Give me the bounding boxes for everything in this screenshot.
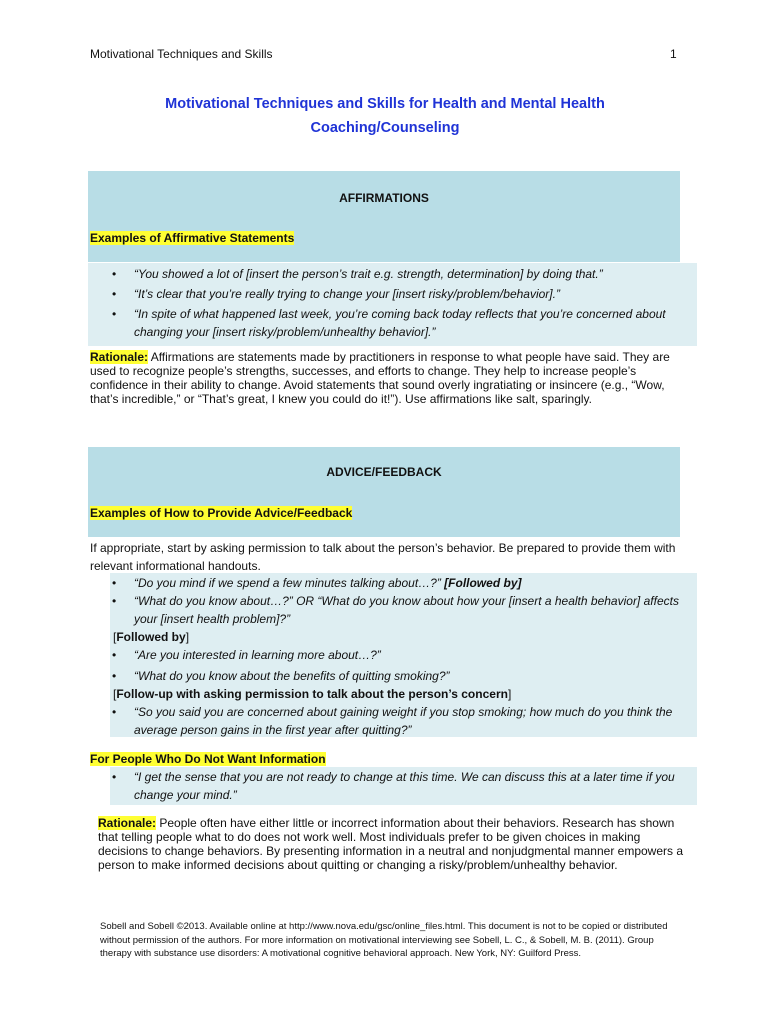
bracket-close: ] — [507, 687, 512, 701]
rationale-label: Rationale: — [90, 350, 149, 364]
no-information-heading: For People Who Do Not Want Information — [90, 752, 326, 766]
affirmations-band — [88, 171, 680, 262]
list-item: • “In spite of what happened last week, you’re coming back today reflects that you’re concerned about changing your [insert risky/problem/unhealthy behavior].” — [88, 305, 697, 341]
advice-bullet-list-3 — [88, 703, 697, 739]
bullet-text: “Do you mind if we spend a few minutes talking about…?” — [134, 576, 445, 590]
list-item: • “So you said you are concerned about gaining weight if you stop smoking; how much do you think the average person gains in the first year after quitting?” — [88, 703, 697, 739]
list-item: • “It’s clear that you’re really trying to change your [insert risky/problem/behavior].” — [88, 285, 697, 303]
list-item: • “You showed a lot of [insert the person’s trait e.g. strength, determination] by doing that.” — [88, 265, 697, 283]
rationale-label: Rationale: — [98, 816, 157, 830]
advice-band — [88, 447, 680, 537]
advice-heading: ADVICE/FEEDBACK — [326, 465, 442, 479]
advice-subheading: Examples of How to Provide Advice/Feedback — [90, 506, 353, 520]
affirmations-rationale — [90, 350, 682, 406]
document-title — [90, 92, 680, 140]
running-head: Motivational Techniques and Skills — [90, 47, 273, 61]
list-item: • “What do you know about…?” OR “What do you know about how your [insert a health behavior] affects your [insert health problem]?” — [88, 592, 697, 628]
bracket-open: [ — [113, 687, 117, 701]
list-item — [88, 574, 697, 592]
title-line-1: Motivational Techniques and Skills for Health and Mental Health — [165, 96, 605, 112]
rationale-text: People often have either little or incorrect information about their behaviors. Research has shown that telling people what to do does not work well. Most individuals prefer to be given choices in making decisions to change behaviors. By presenting information in a neutral and nonjudgmental manner empowers a person to make informed decisions about quitting or changing a risky/problem/unhealthy behavior. — [98, 816, 684, 872]
affirmations-subheading: Examples of Affirmative Statements — [90, 231, 295, 245]
affirmations-examples-box — [88, 263, 697, 346]
no-information-list-wrap — [88, 768, 697, 804]
bracket-close: ] — [185, 630, 190, 644]
advice-bullet-list-1 — [88, 574, 697, 628]
page-number: 1 — [670, 47, 677, 61]
followed-by-note — [88, 628, 697, 646]
list-item: • “I get the sense that you are not ready to change at this time. We can discuss this at a later time if you change your mind.” — [88, 768, 697, 804]
advice-bullet-list-2 — [88, 646, 697, 685]
list-item: • “Are you interested in learning more about…?” — [88, 646, 697, 664]
bracket-open: [ — [113, 630, 117, 644]
no-information-bullet-list — [88, 768, 697, 804]
followed-by-tag: [Followed by] — [444, 576, 522, 590]
followup-note — [88, 685, 697, 703]
followup-label: Follow-up with asking permission to talk about the person’s concern — [116, 687, 508, 701]
advice-examples-list — [88, 574, 697, 739]
advice-rationale — [98, 816, 684, 872]
title-line-2: Coaching/Counseling — [310, 120, 460, 136]
advice-intro: If appropriate, start by asking permission to talk about the person’s behavior. Be prepared to provide them with relevant informational handouts. — [90, 541, 676, 573]
rationale-text: Affirmations are statements made by practitioners in response to what people have said. They are used to recognize people’s strengths, successes, and efforts to change. They help to increase people’s confidence in their ability to change. Avoid statements that sound overly ingratiating or insincere (e.g., “Wow, that’s incredible,” or “That’s great, I knew you could do it!”). Use affirmations like salt, sparingly. — [90, 350, 670, 406]
affirmations-bullet-list — [88, 265, 697, 341]
followed-by-label: Followed by — [116, 630, 186, 644]
affirmations-heading: AFFIRMATIONS — [339, 191, 429, 205]
footer-citation: Sobell and Sobell ©2013. Available online at http://www.nova.edu/gsc/online_files.html. This document is not to be copied or distributed without permission of the authors. For more information on motivational interviewing see Sobell, L. C., & Sobell, M. B. (2011). Group therapy with substance use disorders: A motivational cognitive behavioral approach. New York, NY: Guilford Press. — [100, 921, 668, 959]
list-item: • “What do you know about the benefits of quitting smoking?” — [88, 667, 697, 685]
